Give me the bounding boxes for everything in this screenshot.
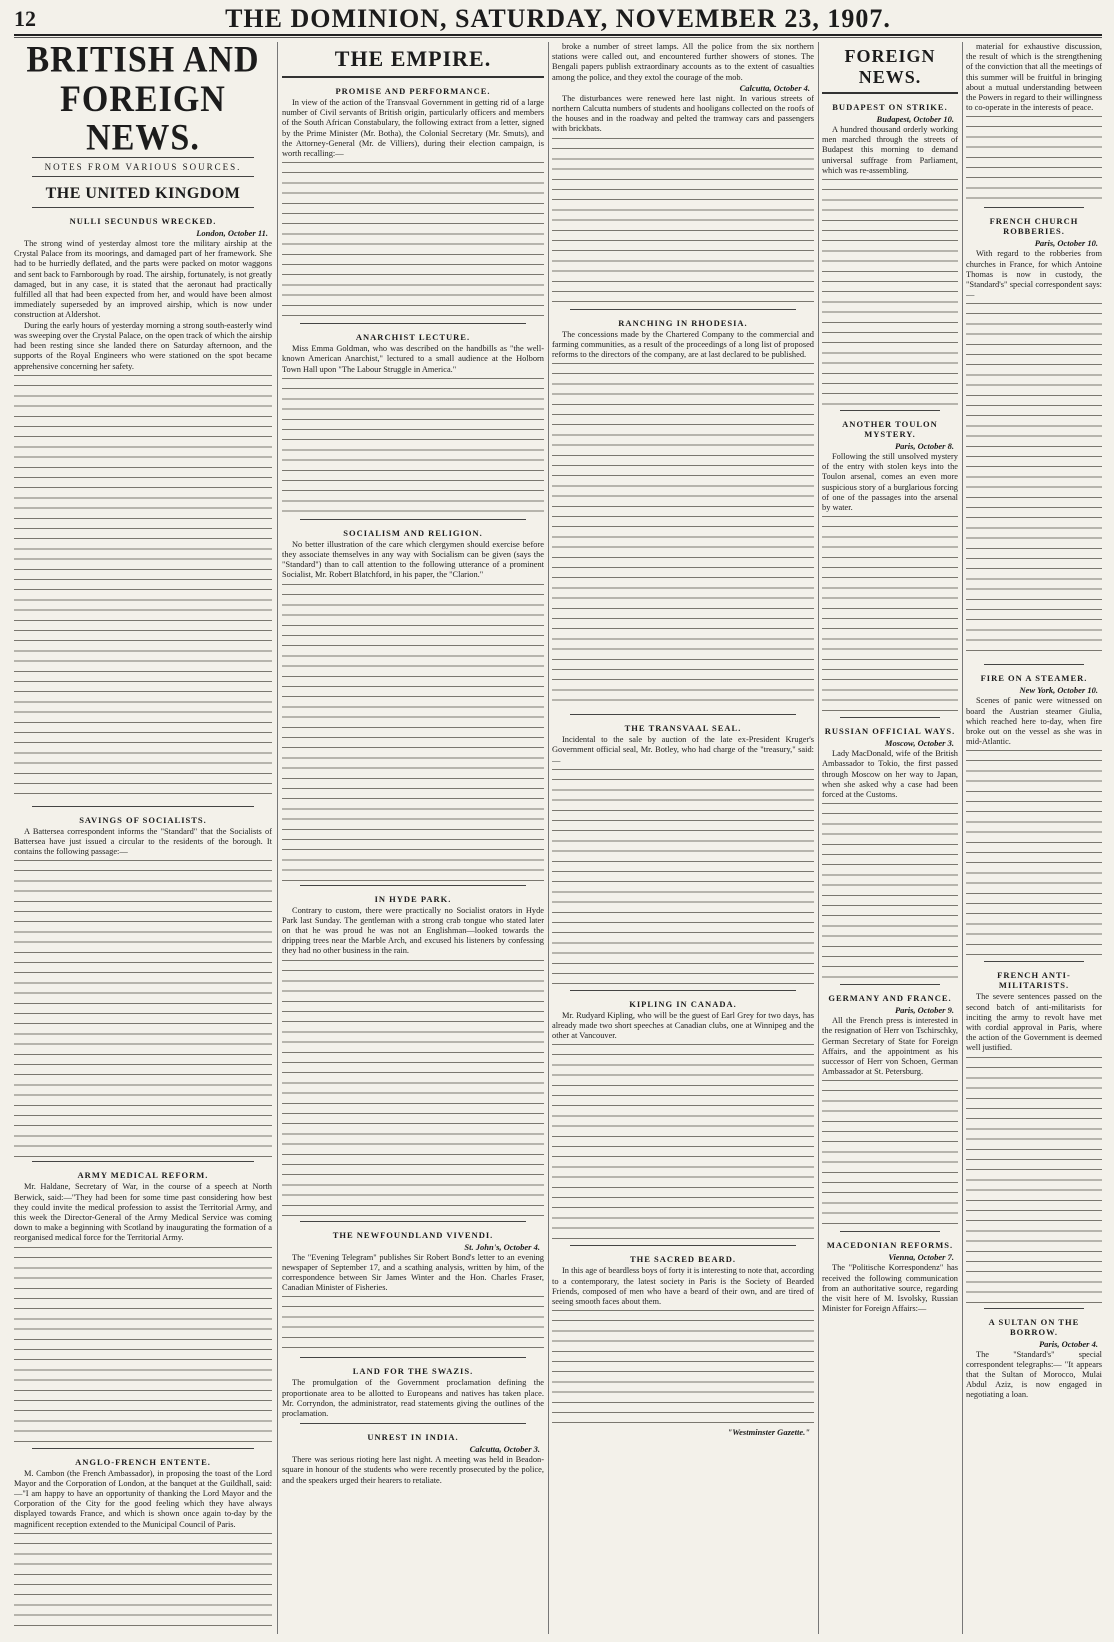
article-dateline: Paris, October 4.	[1038, 1338, 1098, 1349]
paragraph: The disturbances were renewed here last night. In various streets of northern Calcutta numbers of students and hooligans collected on the roofs of the houses and in the roadway and pelted the tramway cars and passengers with brickbats.	[552, 93, 814, 134]
divider	[984, 961, 1084, 962]
text-continuation	[552, 360, 814, 710]
text-continuation	[282, 1293, 544, 1353]
article-body	[282, 344, 544, 375]
column-rule	[962, 42, 963, 1634]
article-heading: UNREST IN INDIA.	[367, 1432, 459, 1443]
article-heading: SOCIALISM AND RELIGION.	[343, 527, 483, 538]
text-continuation	[14, 1530, 272, 1634]
article-dateline: Calcutta, October 4.	[739, 82, 810, 93]
article-dateline: St. John's, October 4.	[464, 1241, 540, 1252]
paragraph: The promulgation of the Government proclamation defining the proportionate area to be allotted to Europeans and natives has taken place. Mr. Corryndon, the administrator, read statements giving the outlines of the proclamation.	[282, 1378, 544, 1419]
article-heading: BUDAPEST ON STRIKE.	[832, 102, 948, 112]
divider	[300, 1357, 526, 1358]
article-heading: RUSSIAN OFFICIAL WAYS.	[824, 726, 956, 737]
page-number: 12	[14, 6, 36, 31]
article-body	[282, 98, 544, 159]
divider	[570, 309, 796, 310]
article-dateline: Paris, October 8.	[894, 441, 954, 452]
text-continuation	[966, 300, 1102, 660]
article-heading: LAND FOR THE SWAZIS.	[352, 1366, 474, 1377]
divider	[984, 207, 1084, 208]
article-dateline: Paris, October 9.	[894, 1005, 954, 1016]
paragraph: A hundred thousand orderly working men marched through the streets of Budapest this morning to demand universal suffrage from Parliament, which was re-assembling.	[822, 125, 958, 175]
article-body	[14, 1182, 272, 1243]
text-continuation	[552, 135, 814, 305]
divider	[32, 207, 254, 208]
paragraph: Contrary to custom, there were practically no Socialist orators in Hyde Park last Sunday. The gentleman with a strong crab tongue who stated later on that he was proud he was not an Englishman—looked towards the dripping trees near the Marble Arch, and excused his listeners by confessing they had no other business in the rain.	[282, 905, 544, 956]
paragraph: There was serious rioting here last night. A meeting was held in Beadon-square in honour of the students who were recently prosecuted by the police, and the speakers urged their hearers to retaliate.	[282, 1455, 544, 1485]
divider	[840, 717, 940, 718]
article-body	[822, 452, 958, 513]
paragraph: All the French press is interested in the resignation of Herr von Tschirschky, German Secretary of State for Foreign Affairs, and the appointment as his successor of Herr von Schoen, German Ambassador at St. Petersburg.	[822, 1016, 958, 1077]
article-body	[14, 1469, 272, 1530]
divider	[300, 1221, 526, 1222]
article-heading: MACEDONIAN REFORMS.	[826, 1240, 954, 1251]
paragraph: Miss Emma Goldman, who was described on the handbills as "the well-known American Anarchist," lectured to a small audience at the Holborn Town Hall upon "The Labour Struggle in America."	[282, 344, 544, 374]
article-heading: GERMANY AND FRANCE.	[828, 993, 952, 1004]
text-continuation	[14, 857, 272, 1157]
divider	[822, 92, 958, 94]
paragraph: No better illustration of the care which clergymen should exercise before they associate themselves in any way with Socialism can be given (says the "Standard") than to call attention to the following utterance of a prominent Socialist, Mr. Robert Blatchford, in his paper, the "Clarion."	[282, 539, 544, 580]
paragraph: The "Politische Korrespondenz" has received the following communication from an authoritative source, regarding the visit here of M. Isvolsky, Russian Minister for Foreign Affairs:—	[822, 1263, 958, 1314]
article-heading: A SULTAN ON THE BORROW.	[988, 1316, 1080, 1337]
divider	[984, 1308, 1084, 1309]
column-rule	[548, 42, 549, 1634]
divider	[300, 885, 526, 886]
text-continuation	[14, 372, 272, 802]
text-continuation	[822, 176, 958, 406]
newspaper-title: THE DOMINION, SATURDAY, NOVEMBER 23, 1907.	[225, 4, 891, 33]
article-body	[822, 1263, 958, 1314]
article-heading: ARMY MEDICAL REFORM.	[77, 1170, 209, 1181]
article-body	[966, 1350, 1102, 1401]
article-body	[552, 1011, 814, 1042]
section-heading-united-kingdom: THE UNITED KINGDOM	[45, 185, 241, 203]
text-continuation	[822, 513, 958, 713]
divider	[32, 1448, 254, 1449]
divider	[282, 76, 544, 78]
paragraph: The "Standard's" special correspondent telegraphs:— "It appears that the Sultan of Morocco, Mulai Abdul Aziz, is now engaged in negotiating a loan.	[966, 1349, 1102, 1400]
article-dateline: Moscow, October 3.	[884, 738, 954, 749]
divider	[300, 519, 526, 520]
article-dateline: Paris, October 10.	[1034, 238, 1098, 249]
divider	[840, 1231, 940, 1232]
article-body	[966, 992, 1102, 1053]
text-continuation	[14, 1244, 272, 1444]
text-continuation	[552, 766, 814, 986]
divider	[300, 323, 526, 324]
article-body	[552, 42, 814, 83]
article-body	[822, 125, 958, 176]
paragraph: Lady MacDonald, wife of the British Ambassador to Tokio, the first passed through Moscow on her way to Japan, when she asked why a case had been forced at the Customs.	[822, 749, 958, 800]
text-continuation	[966, 113, 1102, 203]
divider	[300, 1423, 526, 1424]
paragraph: Following the still unsolved mystery of the entry with stolen keys into the Toulon arsenal, comes an even more suspicious story of a burglarious forcing of one of the passages into the arsenal by water.	[822, 452, 958, 513]
article-dateline: New York, October 10.	[1019, 685, 1098, 696]
article-heading: THE SACRED BEARD.	[629, 1254, 737, 1265]
paragraph: Mr. Haldane, Secretary of War, in the course of a speech at North Berwick, said:—"They had been for some time past considering how best they could invite the medical profession to assist the Territorial Army, and this week the Director-General of the Army Medical Service was coming down to make a beginning with Scotland by inaugurating the formation of a reorganised medical force for the Territorial Army.	[14, 1182, 272, 1243]
article-dateline: Budapest, October 10.	[876, 114, 954, 124]
paragraph: Mr. Rudyard Kipling, who will be the guest of Earl Grey for two days, has already made two short speeches at Canadian clubs, one at Winnipeg and the other at Vancouver.	[552, 1010, 814, 1041]
text-continuation	[282, 159, 544, 319]
paragraph: With regard to the robberies from churches in France, for which Antoine Thomas is now in custody, the "Standard's" special correspondent says:—	[966, 249, 1102, 300]
article-dateline: Calcutta, October 3.	[469, 1444, 540, 1455]
text-continuation	[822, 800, 958, 980]
article-body	[282, 540, 544, 581]
section-title-foreign-news: FOREIGN NEWS.	[844, 46, 936, 87]
article-heading: PROMISE AND PERFORMANCE.	[335, 86, 491, 96]
text-continuation	[966, 747, 1102, 957]
paragraph: A Battersea correspondent informs the "Standard" that the Socialists of Battersea have just issued a circular to the residents of the borough. It contains the following passage:—	[14, 826, 272, 857]
article-heading: ANGLO-FRENCH ENTENTE.	[75, 1456, 211, 1467]
article-heading: FRENCH ANTI-MILITARISTS.	[997, 970, 1071, 991]
article-body	[966, 249, 1102, 300]
paragraph: broke a number of street lamps. All the police from the six northern stations were called out, and encountered further showers of stones. The Bengali papers publish extraordinary accounts as to the extent of casualties among the police, and they extol the courage of the mob.	[552, 42, 814, 82]
divider	[32, 176, 254, 177]
column-foreign-news	[822, 42, 1102, 1634]
article-body	[552, 1266, 814, 1307]
text-continuation	[552, 1041, 814, 1241]
divider	[32, 806, 254, 807]
paragraph: During the early hours of yesterday morning a strong south-easterly wind was sweeping over the Crystal Palace, on the open track of which the airship had been resting since she landed there on Saturday afternoon, and the supports of the Royal Engineers who were stationed on the spot became apprehensive concerning her safety.	[14, 320, 272, 371]
article-source: "Westminster Gazette."	[727, 1427, 810, 1438]
paragraph: In view of the action of the Transvaal Government in getting rid of a large number of Civil servants of British origin, particularly officers and members of the South African Constabulary, the following extract from a letter, signed by the Prime Minister (Mr. Botha), the Colonial Secretary (Mr. Smuts), and the Attorney-General (Mr. de Villiers), during their election campaign, is worth recalling:—	[282, 98, 544, 159]
article-heading: IN HYDE PARK.	[374, 893, 452, 904]
paragraph: M. Cambon (the French Ambassador), in proposing the toast of the Lord Mayor and the Corporation of London, at the banquet at the Guildhall, said:—"I am happy to have an opportunity of thanking the Lord Mayor and the Corporation of the City for the good feeling which they have always displayed towards France, and which is shown once again to-day by the magnificent reception extended to the Municipal Council of Paris.	[14, 1468, 272, 1529]
article-heading: ANOTHER TOULON MYSTERY.	[842, 419, 938, 440]
paragraph: material for exhaustive discussion, the result of which is the strengthening of the conviction that all the meetings of this summer will be fruitful in bringing about a mutual understanding between the Powers in regard to their willingness to co-operate in the interests of peace.	[966, 42, 1102, 113]
article-body	[822, 749, 958, 800]
column-empire	[282, 42, 544, 1634]
article-heading: KIPLING IN CANADA.	[629, 998, 737, 1009]
foreign-news-left	[822, 42, 958, 1634]
paragraph: The severe sentences passed on the second batch of anti-militarists for inciting the army to revolt have met with cordial approval in Paris, where the action of the Government is deemed well justified.	[966, 992, 1102, 1053]
article-heading: FRENCH CHURCH ROBBERIES.	[989, 216, 1079, 237]
masthead	[14, 4, 1102, 36]
divider	[570, 714, 796, 715]
top-rule	[14, 37, 1102, 38]
column-british-foreign	[14, 42, 272, 1634]
paragraph: Incidental to the sale by auction of the late ex-President Kruger's Government official seal, Mr. Botley, who had charge of the "treasury," said:—	[552, 735, 814, 765]
section-subtitle: NOTES FROM VARIOUS SOURCES.	[44, 162, 242, 173]
paragraph: The strong wind of yesterday almost tore the military airship at the Crystal Palace from its moorings, and damaged part of her framework. She had to be hurriedly deflated, and the parts were packed on motor waggons and sent back to Farnborough by road. The airship, fortunately, is not greatly damaged, but in any case, it is stated that the aeronaut had practically fulfilled all that had been expected from her, and would have been almost immediately superseded by an improved airship, which is now under construction at Aldershot.	[14, 239, 272, 320]
text-continuation	[966, 1054, 1102, 1304]
article-heading: NULLI SECUNDUS WRECKED.	[69, 216, 217, 227]
section-title-empire: THE EMPIRE.	[334, 46, 492, 71]
article-body	[966, 42, 1102, 113]
paragraph: In this age of beardless boys of forty it is interesting to note that, according to a contemporary, the latest society in Paris is the Society of Bearded Friends, composed of men who have a beard of their own, and are tired of seeing smooth faces about them.	[552, 1266, 814, 1307]
paragraph: Scenes of panic were witnessed on board the Austrian steamer Giulia, which reached here to-day, when fire broke out on the vessel as she was in mid-Atlantic.	[966, 696, 1102, 747]
column-empire-continued	[552, 42, 814, 1634]
paragraph: The "Evening Telegram" publishes Sir Robert Bond's letter to an evening newspaper of September 17, and a scathing analysis, written by him, of the correspondence between Sir James Winter and the Hon. Charles Fraser, Canadian Minister of Fisheries.	[282, 1252, 544, 1293]
article-heading: THE TRANSVAAL SEAL.	[624, 723, 742, 734]
article-body	[282, 906, 544, 957]
article-heading: FIRE ON A STEAMER.	[980, 673, 1088, 684]
column-rule	[818, 42, 819, 1634]
divider	[840, 984, 940, 985]
article-body	[14, 239, 272, 372]
text-continuation	[282, 957, 544, 1217]
article-body	[552, 330, 814, 361]
paragraph: The concessions made by the Chartered Company to the commercial and farming communities, as a result of the proceedings of a long list of proposed reforms to the directors of the company, are at last declared to be published.	[552, 329, 814, 360]
divider	[840, 410, 940, 411]
article-heading: THE NEWFOUNDLAND VIVENDI.	[332, 1229, 494, 1240]
article-heading: RANCHING IN RHODESIA.	[618, 317, 748, 328]
divider	[32, 1161, 254, 1162]
article-body	[282, 1253, 544, 1294]
article-body	[14, 827, 272, 858]
article-heading: ANARCHIST LECTURE.	[355, 332, 471, 343]
article-body	[966, 696, 1102, 747]
divider	[570, 1245, 796, 1246]
article-body	[282, 1455, 544, 1486]
section-title-british-foreign: BRITISH AND FOREIGN NEWS.	[26, 42, 260, 159]
text-continuation	[552, 1307, 814, 1427]
article-body	[282, 1378, 544, 1419]
article-heading: SAVINGS OF SOCIALISTS.	[79, 814, 207, 825]
foreign-news-right	[966, 42, 1102, 1634]
article-dateline: Vienna, October 7.	[888, 1252, 954, 1263]
article-body	[552, 735, 814, 766]
divider	[984, 664, 1084, 665]
article-body	[552, 94, 814, 135]
divider	[570, 990, 796, 991]
text-continuation	[282, 375, 544, 515]
text-continuation	[282, 581, 544, 881]
text-continuation	[822, 1077, 958, 1227]
article-dateline: London, October 11.	[196, 228, 268, 239]
column-rule	[277, 42, 278, 1634]
article-body	[822, 1016, 958, 1077]
